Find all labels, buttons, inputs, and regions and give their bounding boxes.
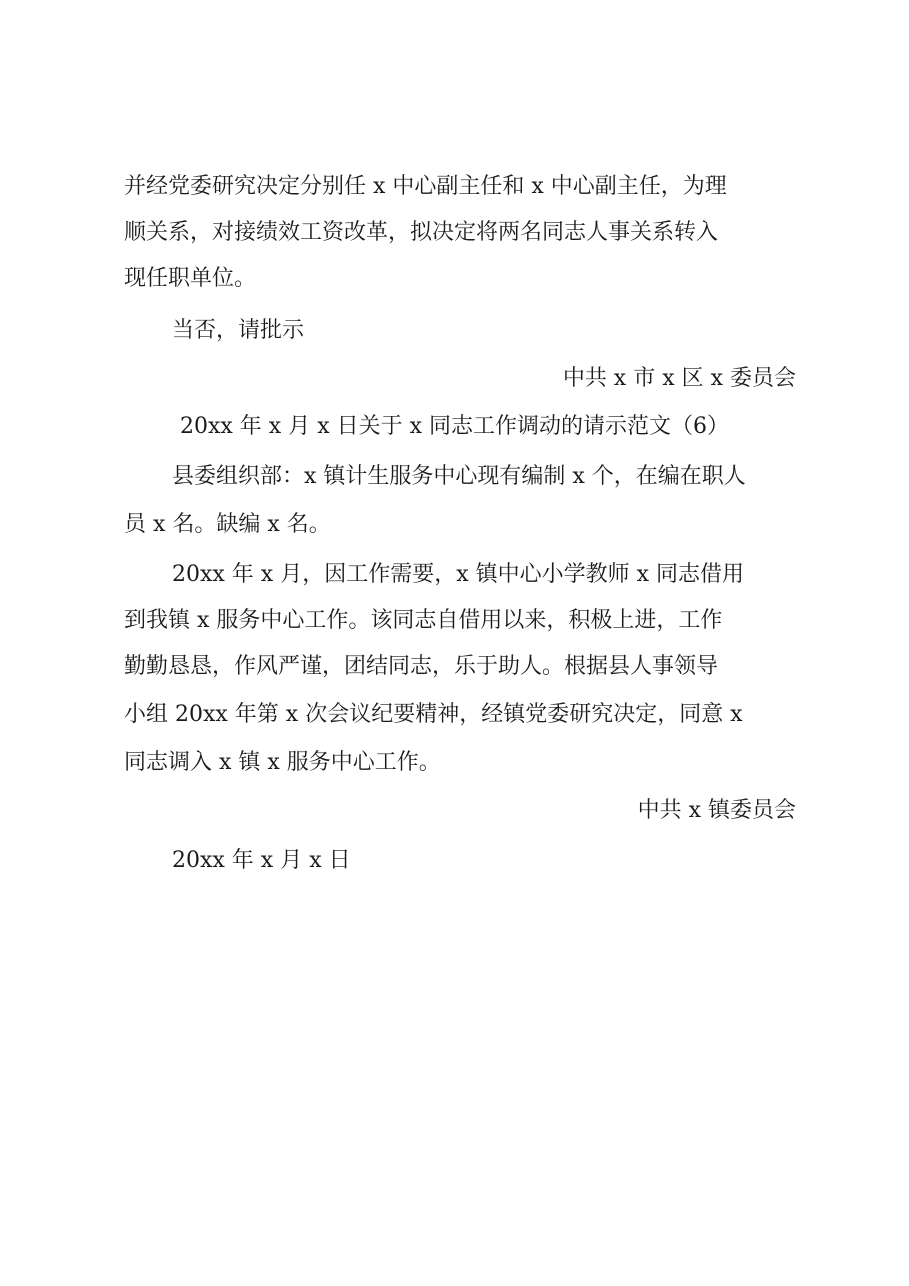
request-close-line: 当否，请批示 bbox=[172, 318, 305, 343]
document-date: 20xx 年 x 月 x 日 bbox=[172, 848, 351, 873]
paragraph-1-line-1: 并经党委研究决定分别任 x 中心副主任和 x 中心副主任，为理 bbox=[124, 174, 727, 199]
paragraph-2-line-2: 员 x 名。缺编 x 名。 bbox=[124, 512, 331, 537]
paragraph-3-line-4: 小组 20xx 年第 x 次会议纪要精神，经镇党委研究决定，同意 x bbox=[124, 702, 743, 727]
paragraph-3-line-3: 勤勤恳恳，作风严谨，团结同志，乐于助人。根据县人事领导 bbox=[124, 654, 719, 679]
signature-town-committee: 中共 x 镇委员会 bbox=[637, 798, 796, 823]
signature-district-committee: 中共 x 市 x 区 x 委员会 bbox=[562, 366, 796, 391]
paragraph-3-line-2: 到我镇 x 服务中心工作。该同志自借用以来，积极上进，工作 bbox=[124, 608, 723, 633]
section-title: 20xx 年 x 月 x 日关于 x 同志工作调动的请示范文（6） bbox=[180, 414, 729, 439]
paragraph-2-line-1: 县委组织部：x 镇计生服务中心现有编制 x 个，在编在职人 bbox=[172, 464, 746, 489]
paragraph-3-line-5: 同志调入 x 镇 x 服务中心工作。 bbox=[124, 750, 441, 775]
paragraph-1-line-2: 顺关系，对接绩效工资改革，拟决定将两名同志人事关系转入 bbox=[124, 220, 719, 245]
paragraph-3-line-1: 20xx 年 x 月，因工作需要，x 镇中心小学教师 x 同志借用 bbox=[172, 562, 744, 587]
paragraph-1-line-3: 现任职单位。 bbox=[124, 266, 257, 291]
